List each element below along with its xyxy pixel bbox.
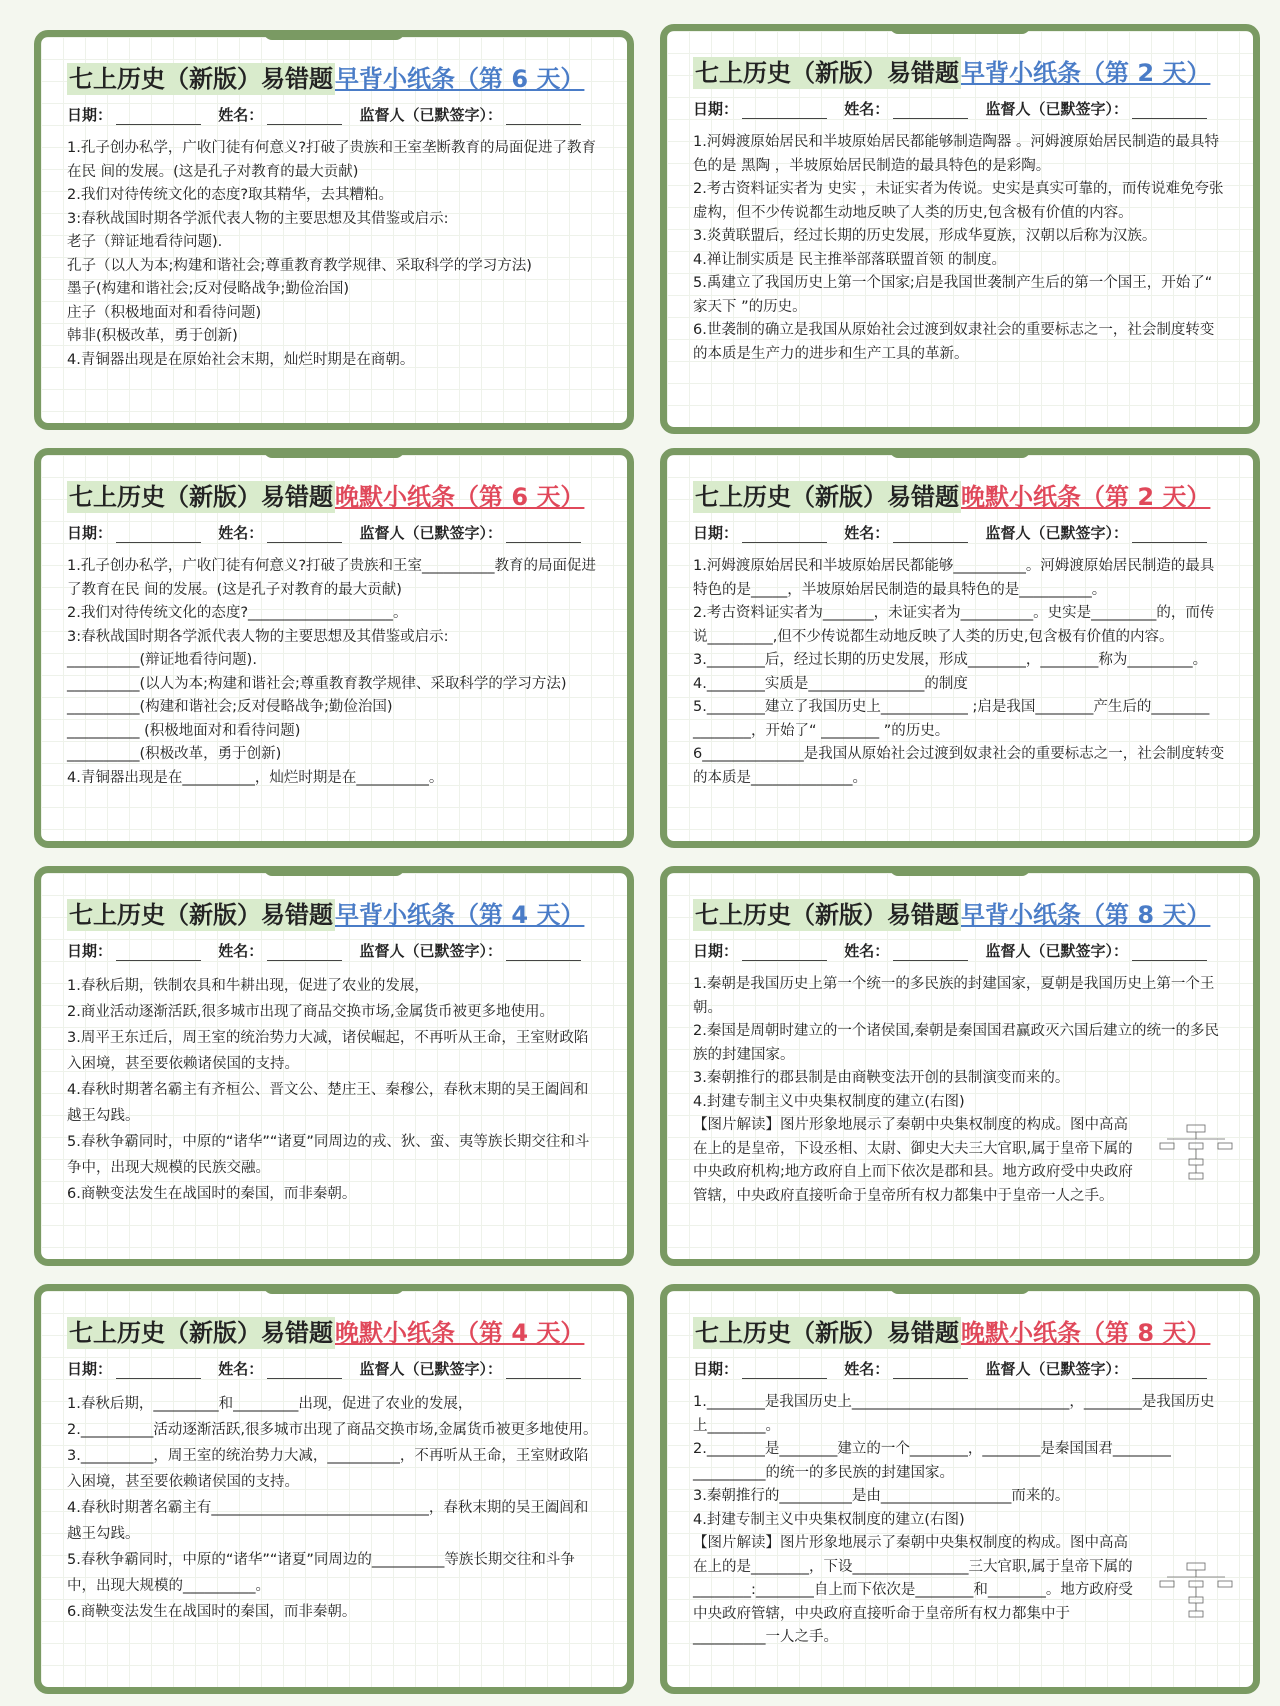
line: 4.封建专制主义中央集权制度的建立(右图): [693, 1511, 965, 1528]
name-blank: [893, 104, 968, 119]
supervisor-blank: [1132, 104, 1207, 119]
line: 2.________是________建立的一个________，________是秦国国君________ __________的统一的多民族的封建国家。: [693, 1441, 1171, 1481]
line: 孔子（以人为本;构建和谐社会;尊重教育教学规律、采取科学的学习方法): [67, 257, 532, 274]
line: 4.封建专制主义中央集权制度的建立(右图): [693, 1093, 965, 1110]
line: 3.秦朝推行的__________是由__________________而来的。: [693, 1488, 1070, 1504]
line: 6.商鞅变法发生在战国时的秦国，而非秦朝。: [67, 1604, 357, 1620]
name-blank: [893, 1364, 968, 1379]
supervisor-label: 监督人（已默签字）：: [985, 100, 1129, 118]
date-blank: [116, 1364, 201, 1379]
name-blank: [267, 110, 342, 125]
line: __________(构建和谐社会;反对侵略战争;勤俭治国): [67, 699, 393, 715]
title-sub: 晚默小纸条（第 4 天）: [335, 1319, 585, 1347]
date-blank: [742, 528, 827, 543]
line: 1.秦朝是我国历史上第一个统一的多民族的封建国家，夏朝是我国历史上第一个王朝。: [693, 976, 1215, 1016]
name-blank: [893, 528, 968, 543]
line: 庄子（积极地面对和看待问题): [67, 304, 262, 321]
supervisor-blank: [1132, 528, 1207, 543]
meta-row: [693, 98, 1227, 119]
card-title: [693, 477, 1227, 512]
line: 3:春秋战国时期各学派代表人物的主要思想及其借鉴或启示:: [67, 210, 449, 227]
line: 6.商鞅变法发生在战国时的秦国，而非秦朝。: [67, 1186, 357, 1202]
card-title: [67, 477, 601, 512]
line: 2.__________活动逐渐活跃,很多城市出现了商品交换市场,金属货币被更多地使用。: [67, 1422, 598, 1438]
line: 1.________是我国历史上______________________________，________是我国历史上________。: [693, 1394, 1215, 1434]
line: 1.河姆渡原始居民和半坡原始居民都能够__________。河姆渡原始居民制造的最具特色的是_____，半坡原始居民制造的最具特色的是__________。: [693, 558, 1215, 598]
line: 6.世袭制的确立是我国从原始社会过渡到奴隶社会的重要标志之一，社会制度转变的本质是生产力的进步和生产工具的革新。: [693, 322, 1215, 362]
supervisor-label: 监督人（已默签字）：: [359, 524, 503, 542]
title-sub: 早背小纸条（第 8 天）: [961, 901, 1211, 929]
name-label: 姓名：: [218, 1360, 264, 1378]
supervisor-label: 监督人（已默签字）：: [985, 1360, 1129, 1378]
line: __________(积极改革，勇于创新): [67, 746, 282, 762]
line: __________ (积极地面对和看待问题): [67, 722, 301, 739]
line: 3.秦朝推行的郡县制是由商鞅变法开创的县制演变而来的。: [693, 1070, 1070, 1086]
line: __________(以人为本;构建和谐社会;尊重教育教学规律、采取科学的学习方法): [67, 675, 567, 692]
supervisor-label: 监督人（已默签字）：: [359, 1360, 503, 1378]
meta-row: [67, 104, 601, 125]
card-evening-day6: [34, 448, 634, 848]
lines: [67, 137, 601, 372]
title-base: 七上历史（新版）易错题: [695, 483, 959, 511]
card-evening-day2: [660, 448, 1260, 848]
line: 5.春秋争霸同时，中原的“诸华”“诸夏”同周边的戎、狄、蛮、夷等族长期交往和斗争中，出现大规模的民族交融。: [67, 1134, 590, 1176]
title-sub: 早背小纸条（第 2 天）: [961, 59, 1211, 87]
title-base: 七上历史（新版）易错题: [695, 901, 959, 929]
title-base: 七上历史（新版）易错题: [69, 1319, 333, 1347]
date-label: 日期：: [67, 524, 113, 542]
name-blank: [267, 528, 342, 543]
name-label: 姓名：: [218, 942, 264, 960]
card-morning-day8: [660, 866, 1260, 1266]
line: 韩非(积极改革，勇于创新): [67, 328, 238, 344]
title-sub: 早背小纸条（第 4 天）: [335, 901, 585, 929]
card-title: [67, 59, 601, 94]
meta-row: [693, 940, 1227, 961]
name-blank: [267, 946, 342, 961]
card-morning-day6: [34, 30, 634, 430]
supervisor-label: 监督人（已默签字）：: [985, 942, 1129, 960]
card-title: [67, 1313, 601, 1348]
card-morning-day2: [660, 24, 1260, 434]
line: 3.________后，经过长期的历史发展，形成________，________称为_________。: [693, 652, 1208, 668]
date-label: 日期：: [693, 1360, 739, 1378]
line: 2.考古资料证实者为 史实 ，未证实者为传说。史实是真实可靠的，而传说难免夸张虚构，但不少传说都生动地反映了人类的历史,包含极有价值的内容。: [693, 181, 1224, 221]
line: 3.周平王东迁后，周王室的统治势力大减，诸侯崛起，不再听从王命，王室财政陷入困境，甚至要依赖诸侯国的支持。: [67, 1030, 589, 1072]
central-government-diagram-icon: [1157, 1123, 1235, 1183]
line: 4.青铜器出现是在__________，灿烂时期是在__________。: [67, 769, 444, 786]
supervisor-blank: [506, 528, 581, 543]
line: 4.________实质是________________的制度: [693, 675, 968, 692]
line: 4.春秋时期著名霸主有齐桓公、晋文公、楚庄王、秦穆公，春秋末期的吴王阖闾和越王勾践。: [67, 1082, 589, 1124]
title-sub: 早背小纸条（第 6 天）: [335, 65, 585, 93]
card-evening-day8: [660, 1284, 1260, 1694]
title-sub: 晚默小纸条（第 6 天）: [335, 483, 585, 511]
line: 2.考古资料证实者为_______，未证实者为__________。史实是_________的，而传说_________,但不少传说都生动地反映了人类的历史,包含极有价值的内容。: [693, 605, 1215, 645]
lines: [67, 1391, 601, 1625]
lines: [693, 1391, 1227, 1650]
card-evening-day4: [34, 1284, 634, 1694]
line: 墨子(构建和谐社会;反对侵略战争;勤俭治国): [67, 281, 350, 297]
card-morning-day4: [34, 866, 634, 1266]
line: 1.孔子创办私学，广收门徒有何意义?打破了贵族和王室__________教育的局面促进了教育在民 间的发展。(这是孔子对教育的最大贡献): [67, 558, 597, 598]
title-base: 七上历史（新版）易错题: [695, 59, 959, 87]
supervisor-label: 监督人（已默签字）：: [359, 106, 503, 124]
date-label: 日期：: [693, 524, 739, 542]
name-label: 姓名：: [844, 1360, 890, 1378]
lines: [693, 131, 1227, 366]
supervisor-blank: [1132, 946, 1207, 961]
name-label: 姓名：: [218, 524, 264, 542]
title-base: 七上历史（新版）易错题: [69, 901, 333, 929]
date-blank: [742, 946, 827, 961]
meta-row: [693, 1358, 1227, 1379]
line: 3:春秋战国时期各学派代表人物的主要思想及其借鉴或启示:: [67, 628, 449, 645]
supervisor-blank: [506, 1364, 581, 1379]
date-blank: [742, 104, 827, 119]
name-label: 姓名：: [844, 100, 890, 118]
supervisor-blank: [1132, 1364, 1207, 1379]
name-label: 姓名：: [844, 524, 890, 542]
date-blank: [116, 946, 201, 961]
supervisor-label: 监督人（已默签字）：: [359, 942, 503, 960]
line: 2.我们对待传统文化的态度?____________________。: [67, 605, 408, 621]
date-label: 日期：: [67, 1360, 113, 1378]
line: 5.禹建立了我国历史上第一个国家;启是我国世袭制产生后的第一个国王，开始了“ 家天下 ”的历史。: [693, 275, 1213, 315]
line: 2.秦国是周朝时建立的一个诸侯国,秦朝是秦国国君赢政灭六国后建立的统一的多民族的封建国家。: [693, 1023, 1219, 1063]
line: __________(辩证地看待问题).: [67, 652, 257, 668]
card-title: [693, 53, 1227, 88]
name-blank: [267, 1364, 342, 1379]
lines: [693, 555, 1227, 790]
line: 6______________是我国从原始社会过渡到奴隶社会的重要标志之一，社会制度转变的本质是______________。: [693, 746, 1225, 786]
date-blank: [116, 110, 201, 125]
card-title: [67, 895, 601, 930]
line: 3.炎黄联盟后，经过长期的历史发展，形成华夏族，汉朝以后称为汉族。: [693, 228, 1157, 244]
meta-row: [67, 1358, 601, 1379]
lines: [67, 555, 601, 790]
date-blank: [116, 528, 201, 543]
central-government-diagram-icon: [1157, 1561, 1235, 1621]
title-base: 七上历史（新版）易错题: [69, 483, 333, 511]
name-label: 姓名：: [844, 942, 890, 960]
date-label: 日期：: [693, 100, 739, 118]
title-sub: 晚默小纸条（第 8 天）: [961, 1319, 1211, 1347]
title-base: 七上历史（新版）易错题: [69, 65, 333, 93]
date-blank: [742, 1364, 827, 1379]
meta-row: [67, 940, 601, 961]
line: 5.________建立了我国历史上____________ ;启是我国________产生后的________ ________，开始了“ ________ ”的历史。: [693, 699, 1210, 739]
line: 2.我们对待传统文化的态度?取其精华，去其糟粕。: [67, 187, 394, 203]
supervisor-label: 监督人（已默签字）：: [985, 524, 1129, 542]
card-title: [693, 1313, 1227, 1348]
meta-row: [67, 522, 601, 543]
date-label: 日期：: [693, 942, 739, 960]
lines: [693, 973, 1227, 1208]
line: 4.禅让制实质是 民主推举部落联盟首领 的制度。: [693, 251, 1007, 268]
date-label: 日期：: [67, 942, 113, 960]
line: 1.孔子创办私学，广收门徒有何意义?打破了贵族和王室垄断教育的局面促进了教育在民 间的发展。(这是孔子对教育的最大贡献): [67, 140, 597, 180]
lines: [67, 973, 601, 1207]
line: 1.春秋后期，_________和_________出现，促进了农业的发展，: [67, 1396, 473, 1412]
line: 1.春秋后期，铁制农具和牛耕出现，促进了农业的发展，: [67, 978, 429, 994]
line: 1.河姆渡原始居民和半坡原始居民都能够制造陶器 。河姆渡原始居民制造的最具特色的是 黑陶 ，半坡原始居民制造的最具特色的是彩陶。: [693, 134, 1219, 174]
line: 5.春秋争霸同时，中原的“诸华”“诸夏”同周边的__________等族长期交往和斗争中，出现大规模的__________。: [67, 1552, 575, 1594]
line: 【图片解读】图片形象地展示了秦朝中央集权制度的构成。图中高高在上的是皇帝，下设丞相、太尉、御史大夫三大官职,属于皇帝下属的中央政府机构;地方政府自上而下依次是郡和县。地方政府受中央政府管辖，中央政府直接听命于皇帝所有权力都集中于皇帝一人之手。: [693, 1117, 1133, 1204]
line: 3.__________，周王室的统治势力大减，__________，不再听从王命，王室财政陷入困境，甚至要依赖诸侯国的支持。: [67, 1448, 589, 1490]
supervisor-blank: [506, 946, 581, 961]
line: 4.春秋时期著名霸主有______________________________，春秋末期的吴王阖闾和越王勾践。: [67, 1500, 589, 1542]
line: 4.青铜器出现是在原始社会末期，灿烂时期是在商朝。: [67, 351, 415, 368]
line: 【图片解读】图片形象地展示了秦朝中央集权制度的构成。图中高高在上的是________，下设________________三大官职,属于皇帝下属的________:________自上而下依次是________和________。地方政府受中央政府管辖，中央政府直接听命于皇帝所有权力都集中于__________一人之手。: [693, 1535, 1133, 1645]
card-title: [693, 895, 1227, 930]
date-label: 日期：: [67, 106, 113, 124]
supervisor-blank: [506, 110, 581, 125]
title-base: 七上历史（新版）易错题: [695, 1319, 959, 1347]
title-sub: 晚默小纸条（第 2 天）: [961, 483, 1211, 511]
line: 老子（辩证地看待问题).: [67, 234, 223, 250]
meta-row: [693, 522, 1227, 543]
line: 2.商业活动逐渐活跃,很多城市出现了商品交换市场,金属货币被更多地使用。: [67, 1004, 555, 1020]
name-label: 姓名：: [218, 106, 264, 124]
name-blank: [893, 946, 968, 961]
